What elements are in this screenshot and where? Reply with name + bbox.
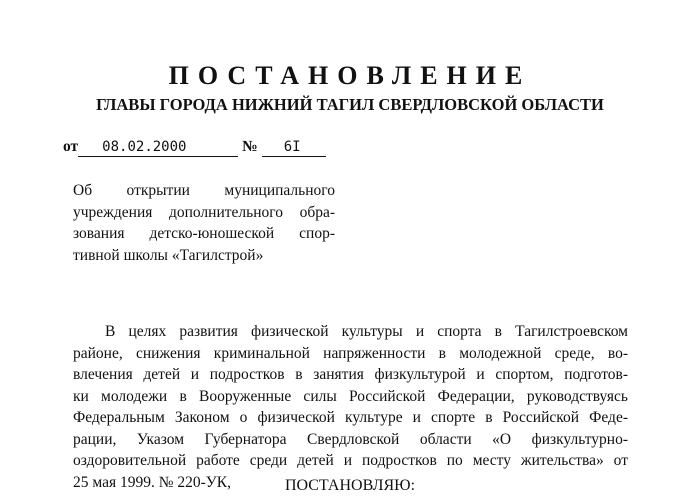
- subject-line: Об открытии муниципального: [73, 182, 335, 199]
- number-label: №: [242, 138, 258, 155]
- number-value: 6I: [262, 138, 326, 157]
- body-line: районе, снижения криминальной напряженности в молодежной среде, во-: [73, 344, 628, 362]
- subject-line: учреждения дополнительного обра-: [73, 203, 335, 221]
- document-title: ПОСТАНОВЛЕНИЕ: [168, 61, 532, 90]
- date-label: от: [63, 138, 79, 155]
- body-line: влечения детей и подростков в занятия физкультурой и спортом, подготов-: [73, 366, 628, 383]
- date-value: 08.02.2000: [78, 138, 238, 157]
- body-line: ки молодежи в Вооруженные силы Российской Федерации, руководствуясь: [73, 387, 628, 405]
- document-subject: [73, 180, 335, 266]
- subject-line: зования детско-юношеской спор-: [73, 225, 335, 242]
- preamble-paragraph: [73, 321, 628, 493]
- body-line: В целях развития физической культуры и спорта в Тагилстроевском: [105, 323, 628, 340]
- subject-line: тивной школы «Тагилстрой»: [73, 246, 264, 264]
- date-number-line: [63, 136, 326, 158]
- document-issuer: ГЛАВЫ ГОРОДА НИЖНИЙ ТАГИЛ СВЕРДЛОВСКОЙ ОБЛАСТИ: [96, 95, 604, 114]
- body-line: рации, Указом Губернатора Свердловской области «О физкультурно-: [73, 430, 628, 448]
- decree-heading: ПОСТАНОВЛЯЮ:: [284, 477, 416, 494]
- body-line: 25 мая 1999. № 220-УК,: [73, 473, 231, 491]
- body-line: оздоровительной работе среди детей и подростков по месту жительства» от: [73, 452, 628, 469]
- body-line: Федеральным Законом о физической культуре и спорте в Российской Феде-: [73, 409, 628, 426]
